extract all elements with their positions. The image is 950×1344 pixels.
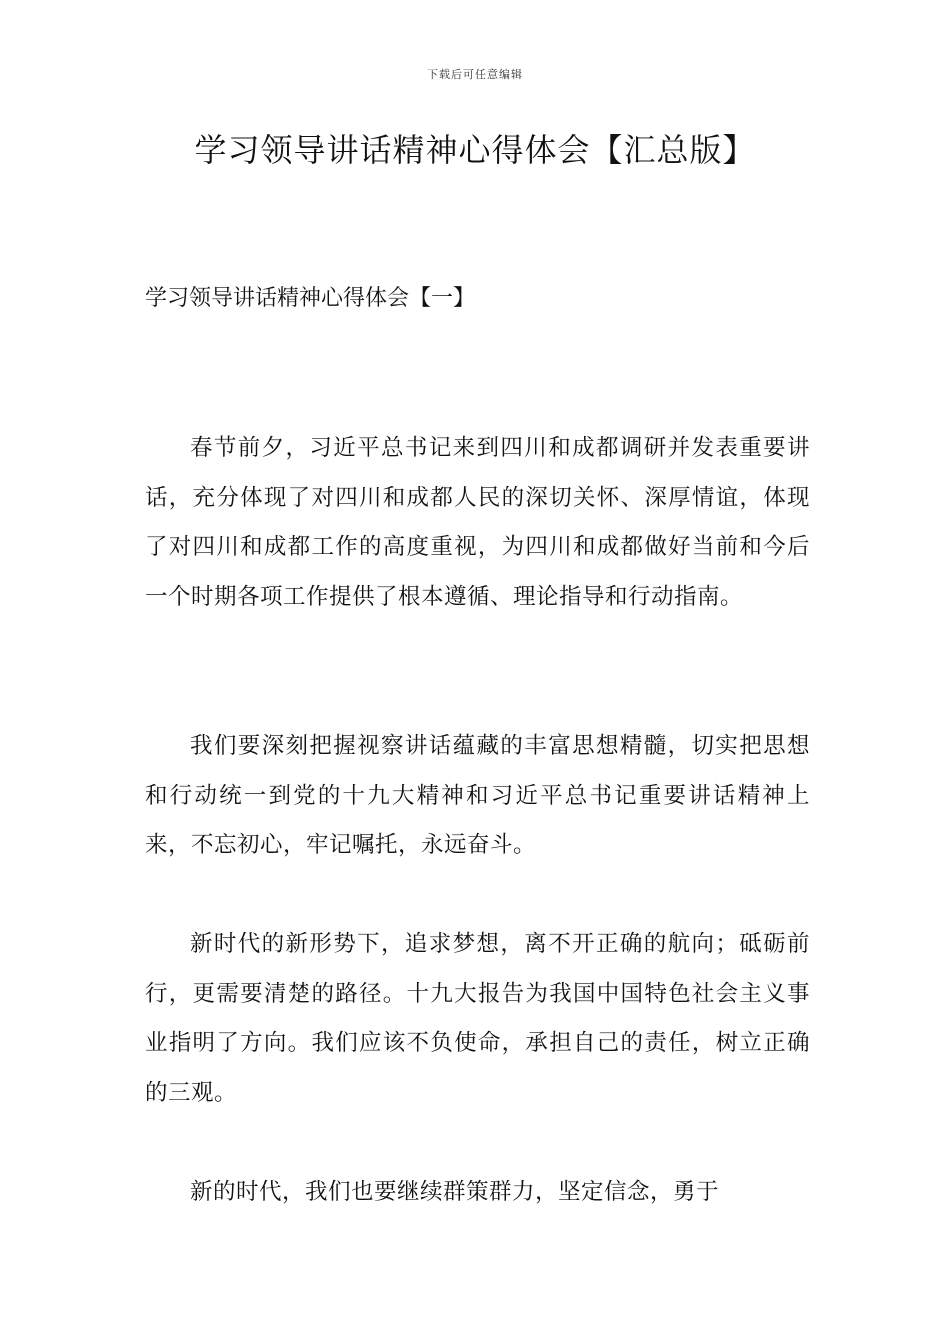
section-heading: 学习领导讲话精神心得体会【一】 [145,286,476,311]
paragraph-3: 新时代的新形势下，追求梦想，离不开正确的航向；砥砺前行，更需要清楚的路径。十九大报告为我国中国特色社会主义事业指明了方向。我们应该不负使命，承担自己的责任，树立正确的三观。 [145,931,810,1106]
paragraph-1: 春节前夕，习近平总书记来到四川和成都调研并发表重要讲话，充分体现了对四川和成都人民的深切关怀、深厚情谊，体现了对四川和成都工作的高度重视，为四川和成都做好当前和今后一个时期各项工作提供了根本遵循、理论指导和行动指南。 [145,435,810,610]
paragraph-2: 我们要深刻把握视察讲话蕴藏的丰富思想精髓，切实把思想和行动统一到党的十九大精神和习近平总书记重要讲话精神上来，不忘初心，牢记嘱托，永远奋斗。 [145,733,810,858]
header-note: 下载后可任意编辑 [427,68,523,81]
paragraph-4: 新的时代，我们也要继续群策群力，坚定信念，勇于 [190,1179,720,1205]
document-title: 学习领导讲话精神心得体会【汇总版】 [194,131,756,169]
